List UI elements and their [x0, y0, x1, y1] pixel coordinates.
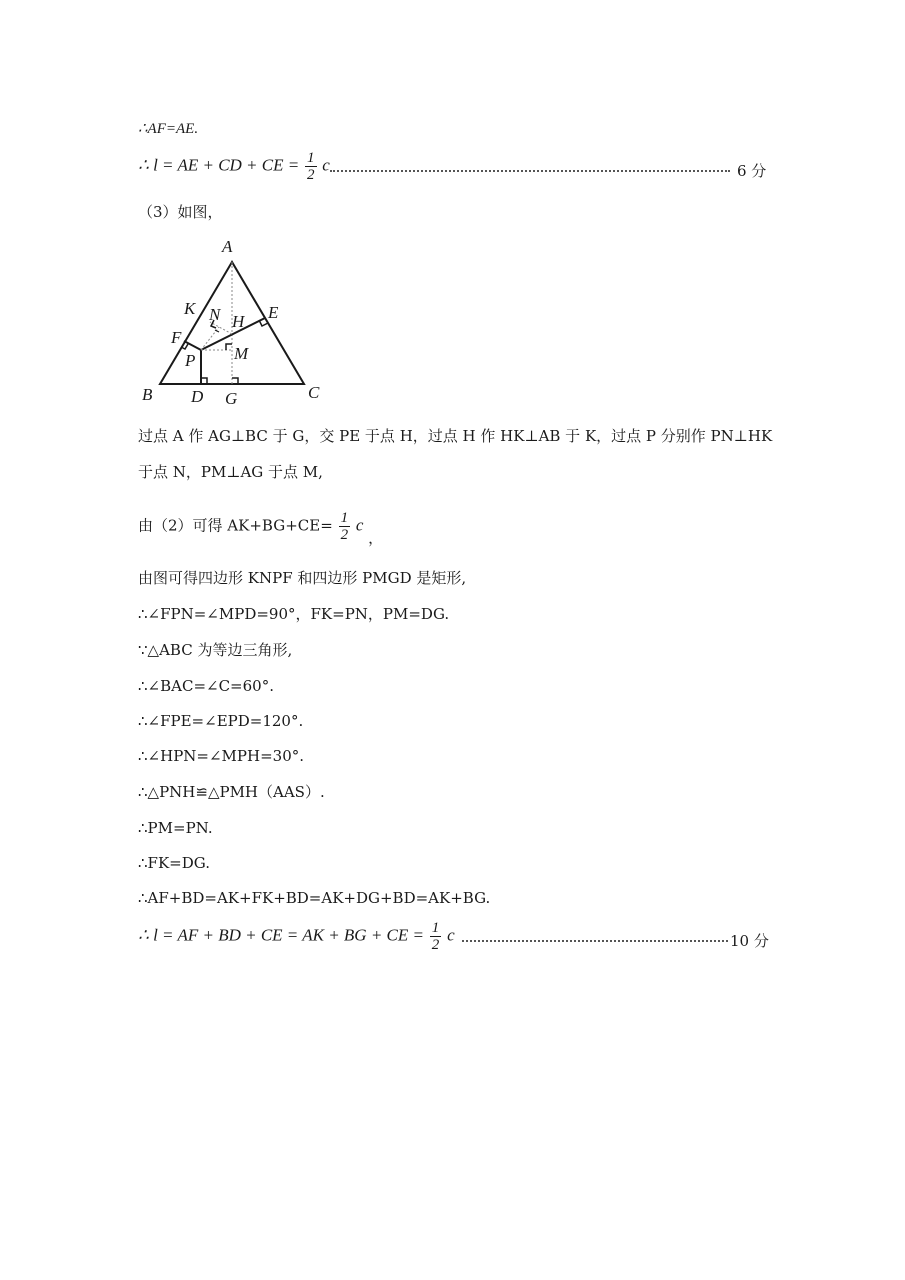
line-construction-1 — [138, 426, 772, 446]
fraction-numerator: 1 — [431, 920, 440, 936]
text: ∴AF+BD=AK+FK+BD=AK+DG+BD=AK+BG. — [138, 889, 491, 907]
fraction-half — [430, 920, 442, 953]
label-b: B — [142, 385, 153, 404]
text: ∴∠FPE=∠EPD=120°. — [138, 712, 304, 730]
label-n: N — [209, 305, 221, 324]
equation-variable: c — [447, 925, 455, 945]
fraction-denominator: 2 — [431, 937, 440, 953]
line-congruent — [138, 782, 325, 802]
equation-lhs: ∴ l = AF + BD + CE = AK + BG + CE = — [138, 925, 424, 945]
line-l-equation-1 — [138, 150, 330, 183]
fraction-half — [339, 510, 351, 543]
label-m: M — [234, 344, 249, 363]
text: ∴∠BAC=∠C=60°. — [138, 677, 274, 695]
text: 由图可得四边形 KNPF 和四边形 PMGD 是矩形, — [138, 569, 467, 587]
text: ∴∠FPN=∠MPD=90°，FK=PN，PM=DG. — [138, 605, 450, 623]
label-e: E — [268, 303, 279, 322]
line-from-part-2 — [138, 510, 384, 547]
equation-lhs: ∴ l = AE + CD + CE = — [138, 155, 300, 175]
fraction-denominator: 2 — [307, 167, 315, 183]
label-f: F — [171, 328, 182, 347]
line-angles-120 — [138, 711, 303, 731]
fraction-numerator: 1 — [307, 150, 315, 166]
line-sum — [138, 888, 490, 908]
text: ∴∠HPN=∠MPH=30°. — [138, 747, 305, 765]
label-a: A — [222, 237, 233, 256]
text: ∴△PNH≌△PMH（AAS）. — [138, 783, 325, 801]
dotted-leader — [330, 170, 730, 172]
text: 于点 N，PM⊥AG 于点 M, — [138, 463, 323, 481]
fraction-numerator: 1 — [340, 510, 349, 526]
line-part-3 — [138, 202, 223, 222]
line-fk-dg — [138, 853, 210, 873]
right-angle-m — [226, 344, 232, 350]
label-d: D — [191, 387, 204, 406]
fraction-denominator: 2 — [340, 527, 349, 543]
line-pm-pn — [138, 818, 213, 838]
text: （3）如图， — [138, 203, 223, 221]
equation-lhs: 由（2）可得 AK+BG+CE= — [138, 516, 333, 535]
fraction-half — [305, 150, 317, 183]
label-k: K — [184, 299, 196, 318]
text: 过点 A 作 AG⊥BC 于 G，交 PE 于点 H，过点 H 作 HK⊥AB 于 K，过点 P 分别作 PN⊥HK — [138, 427, 773, 445]
line-construction-2 — [138, 462, 323, 482]
score-label: 6 分 — [737, 162, 767, 180]
text: ∴PM=PN. — [138, 819, 213, 837]
text: ∵△ABC 为等边三角形, — [138, 641, 293, 659]
line-angles-90 — [138, 604, 449, 624]
line-equilateral — [138, 640, 292, 660]
label-h: H — [232, 312, 245, 331]
equation-variable: c — [355, 515, 364, 535]
equation-variable: c — [322, 155, 330, 175]
text: ∴AF=AE. — [138, 121, 199, 137]
label-p: P — [185, 351, 196, 370]
line-angles-60 — [138, 676, 274, 696]
punctuation: ， — [368, 528, 384, 547]
line-af-ae — [138, 118, 198, 139]
line-rectangles — [138, 568, 466, 588]
text: ∴FK=DG. — [138, 854, 210, 872]
line-angles-30 — [138, 746, 304, 766]
geometry-figure — [135, 232, 345, 412]
label-g: G — [225, 389, 238, 408]
line-l-equation-2 — [138, 920, 455, 953]
score-label: 10 分 — [730, 932, 769, 950]
dotted-leader — [462, 940, 728, 942]
label-c: C — [308, 383, 320, 402]
